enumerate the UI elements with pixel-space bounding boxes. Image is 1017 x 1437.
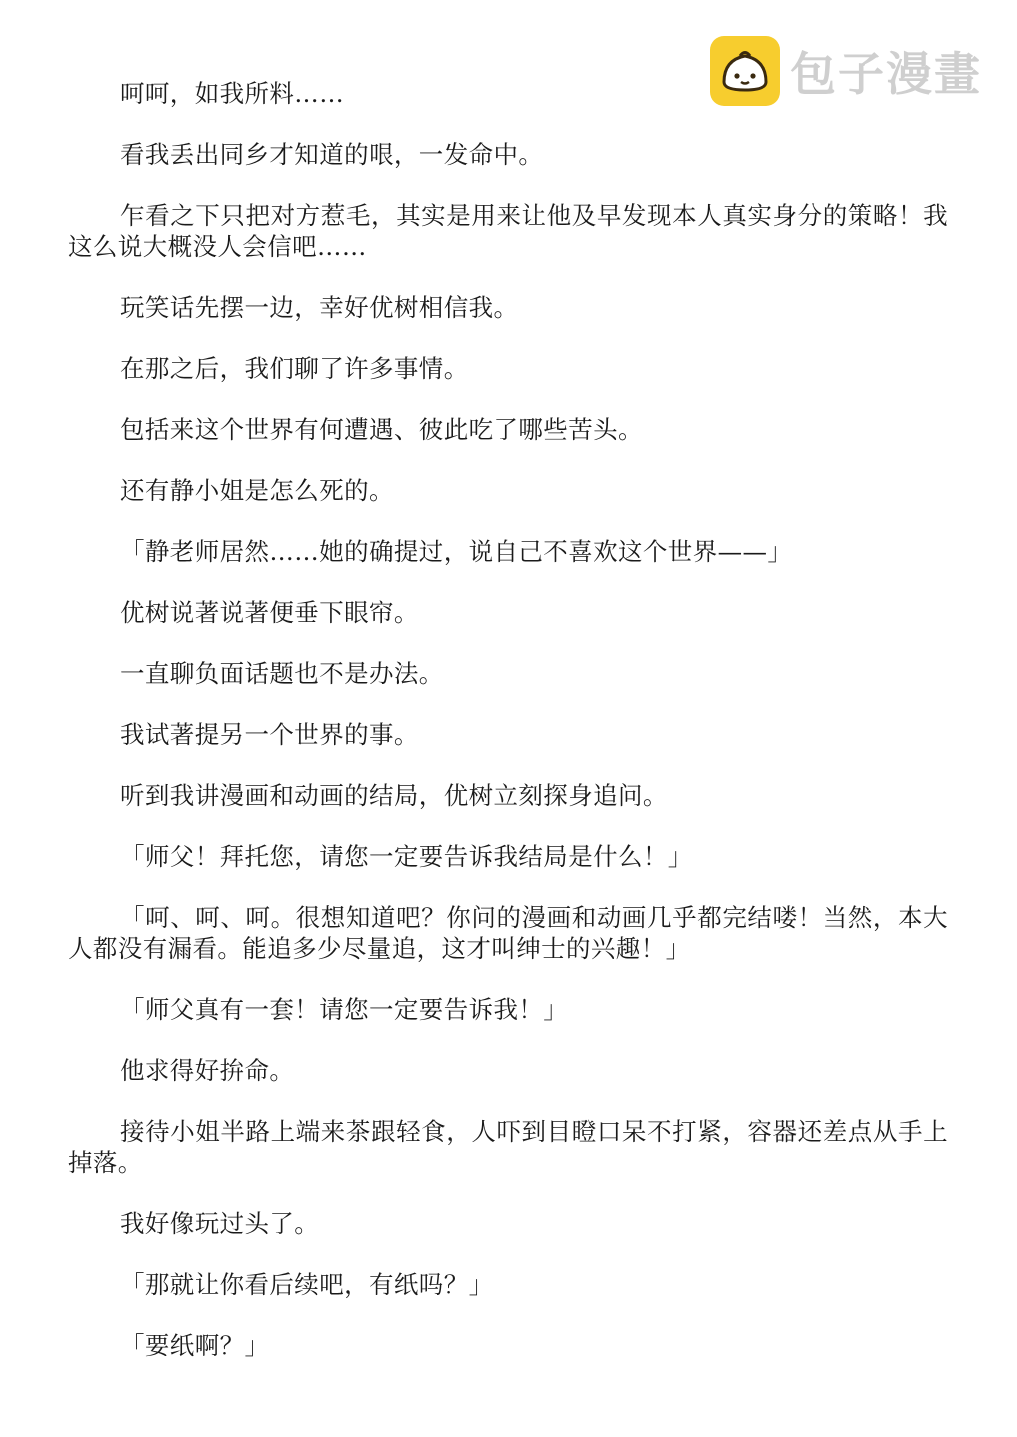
paragraph: 乍看之下只把对方惹毛，其实是用来让他及早发现本人真实身分的策略！我这么说大概没人会信吧…… xyxy=(68,201,948,261)
paragraph: 看我丢出同乡才知道的哏，一发命中。 xyxy=(120,140,544,169)
paragraph: 呵呵，如我所料…… xyxy=(120,79,345,108)
paragraph: 包括来这个世界有何遭遇、彼此吃了哪些苦头。 xyxy=(120,415,643,444)
dialogue-paragraph: 「要纸啊？」 xyxy=(120,1331,270,1360)
paragraph: 我好像玩过头了。 xyxy=(120,1209,320,1238)
watermark-text: 包子漫畫 xyxy=(790,47,982,101)
paragraph: 还有静小姐是怎么死的。 xyxy=(120,476,394,505)
paragraph: 一直聊负面话题也不是办法。 xyxy=(120,659,444,688)
dialogue-paragraph: 「那就让你看后续吧，有纸吗？」 xyxy=(120,1270,494,1299)
paragraph: 他求得好拚命。 xyxy=(120,1056,295,1085)
dialogue-paragraph: 「静老师居然……她的确提过，说自己不喜欢这个世界——」 xyxy=(120,537,793,566)
dialogue-paragraph: 「师父！拜托您，请您一定要告诉我结局是什么！」 xyxy=(120,842,693,871)
dialogue-paragraph: 「呵、呵、呵。很想知道吧？你问的漫画和动画几乎都完结喽！当然，本大人都没有漏看。能追多少尽量追，这才叫绅士的兴趣！」 xyxy=(68,903,948,963)
paragraph: 玩笑话先摆一边，幸好优树相信我。 xyxy=(120,293,519,322)
novel-page xyxy=(68,78,948,1391)
paragraph: 在那之后，我们聊了许多事情。 xyxy=(120,354,469,383)
dialogue-paragraph: 「师父真有一套！请您一定要告诉我！」 xyxy=(120,995,569,1024)
paragraph: 优树说著说著便垂下眼帘。 xyxy=(120,598,419,627)
paragraph: 接待小姐半路上端来茶跟轻食，人吓到目瞪口呆不打紧，容器还差点从手上掉落。 xyxy=(68,1117,948,1177)
paragraph: 我试著提另一个世界的事。 xyxy=(120,720,419,749)
paragraph: 听到我讲漫画和动画的结局，优树立刻探身追问。 xyxy=(120,781,668,810)
